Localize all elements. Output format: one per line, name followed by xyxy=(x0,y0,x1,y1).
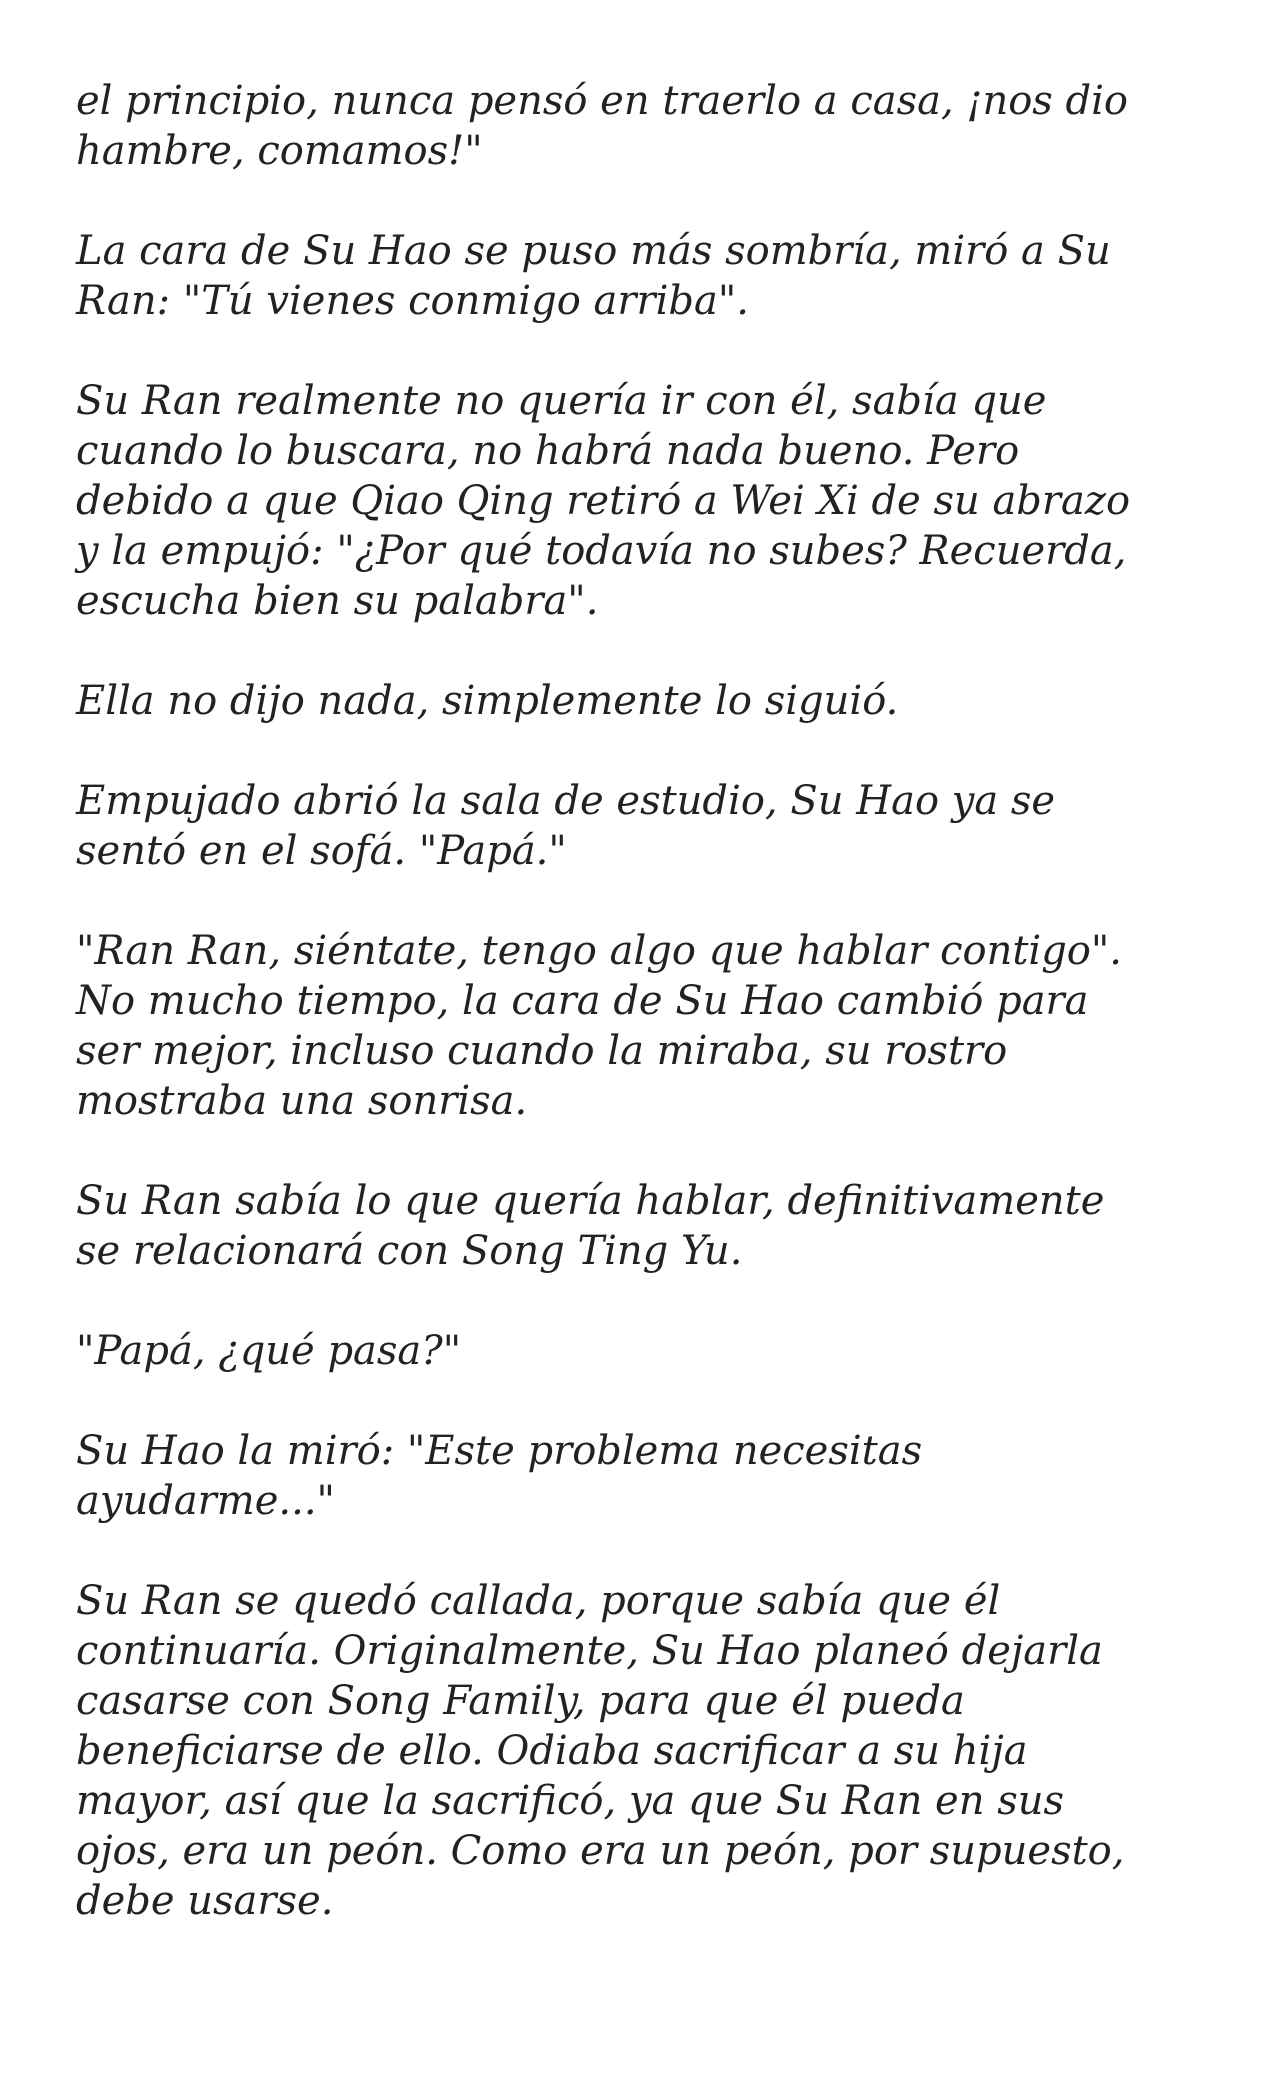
text-line: escucha bien su palabra". xyxy=(76,578,599,624)
text-line: La cara de Su Hao se puso más sombría, miró a Su xyxy=(76,228,1111,274)
text-line: beneficiarse de ello. Odiaba sacrificar a su hija xyxy=(76,1728,1028,1774)
paragraph-10 xyxy=(76,1576,1226,1926)
text-line: se relacionará con Song Ting Yu. xyxy=(76,1228,743,1274)
paragraph-5 xyxy=(76,776,1226,876)
paragraph-3 xyxy=(76,376,1226,626)
text-line: cuando lo buscara, no habrá nada bueno. Pero xyxy=(76,428,1020,474)
text-line: sentó en el sofá. "Papá." xyxy=(76,828,567,874)
text-line: debido a que Qiao Qing retiró a Wei Xi de su abrazo xyxy=(76,478,1131,524)
paragraph-9 xyxy=(76,1426,1226,1526)
paragraph-4 xyxy=(76,676,1226,726)
reading-page xyxy=(76,76,1226,1976)
text-line: y la empujó: "¿Por qué todavía no subes? Recuerda, xyxy=(76,528,1127,574)
text-line: debe usarse. xyxy=(76,1878,334,1924)
text-line: ayudarme..." xyxy=(76,1478,335,1524)
text-line: "Papá, ¿qué pasa?" xyxy=(76,1328,462,1374)
text-line: ser mejor, incluso cuando la miraba, su rostro xyxy=(76,1028,1008,1074)
text-line: continuaría. Originalmente, Su Hao planeó dejarla xyxy=(76,1628,1103,1674)
text-line: Ella no dijo nada, simplemente lo siguió. xyxy=(76,678,899,724)
text-line: Su Hao la miró: "Este problema necesitas xyxy=(76,1428,923,1474)
text-line: Ran: "Tú vienes conmigo arriba". xyxy=(76,278,749,324)
text-line: mayor, así que la sacrificó, ya que Su Ran en sus xyxy=(76,1778,1065,1824)
text-line: Su Ran se quedó callada, porque sabía que él xyxy=(76,1578,1001,1624)
text-line: hambre, comamos!" xyxy=(76,128,483,174)
text-line: No mucho tiempo, la cara de Su Hao cambió para xyxy=(76,978,1089,1024)
paragraph-2 xyxy=(76,226,1226,326)
paragraph-6 xyxy=(76,926,1226,1126)
text-line: casarse con Song Family, para que él pueda xyxy=(76,1678,965,1724)
text-line: Empujado abrió la sala de estudio, Su Hao ya se xyxy=(76,778,1056,824)
text-line: mostraba una sonrisa. xyxy=(76,1078,528,1124)
paragraph-1 xyxy=(76,76,1226,176)
paragraph-8 xyxy=(76,1326,1226,1376)
text-line: ojos, era un peón. Como era un peón, por supuesto, xyxy=(76,1828,1125,1874)
text-line: "Ran Ran, siéntate, tengo algo que hablar contigo". xyxy=(76,928,1122,974)
text-line: Su Ran realmente no quería ir con él, sabía que xyxy=(76,378,1047,424)
paragraph-7 xyxy=(76,1176,1226,1276)
text-line: el principio, nunca pensó en traerlo a casa, ¡nos dio xyxy=(76,78,1129,124)
text-line: Su Ran sabía lo que quería hablar, definitivamente xyxy=(76,1178,1105,1224)
